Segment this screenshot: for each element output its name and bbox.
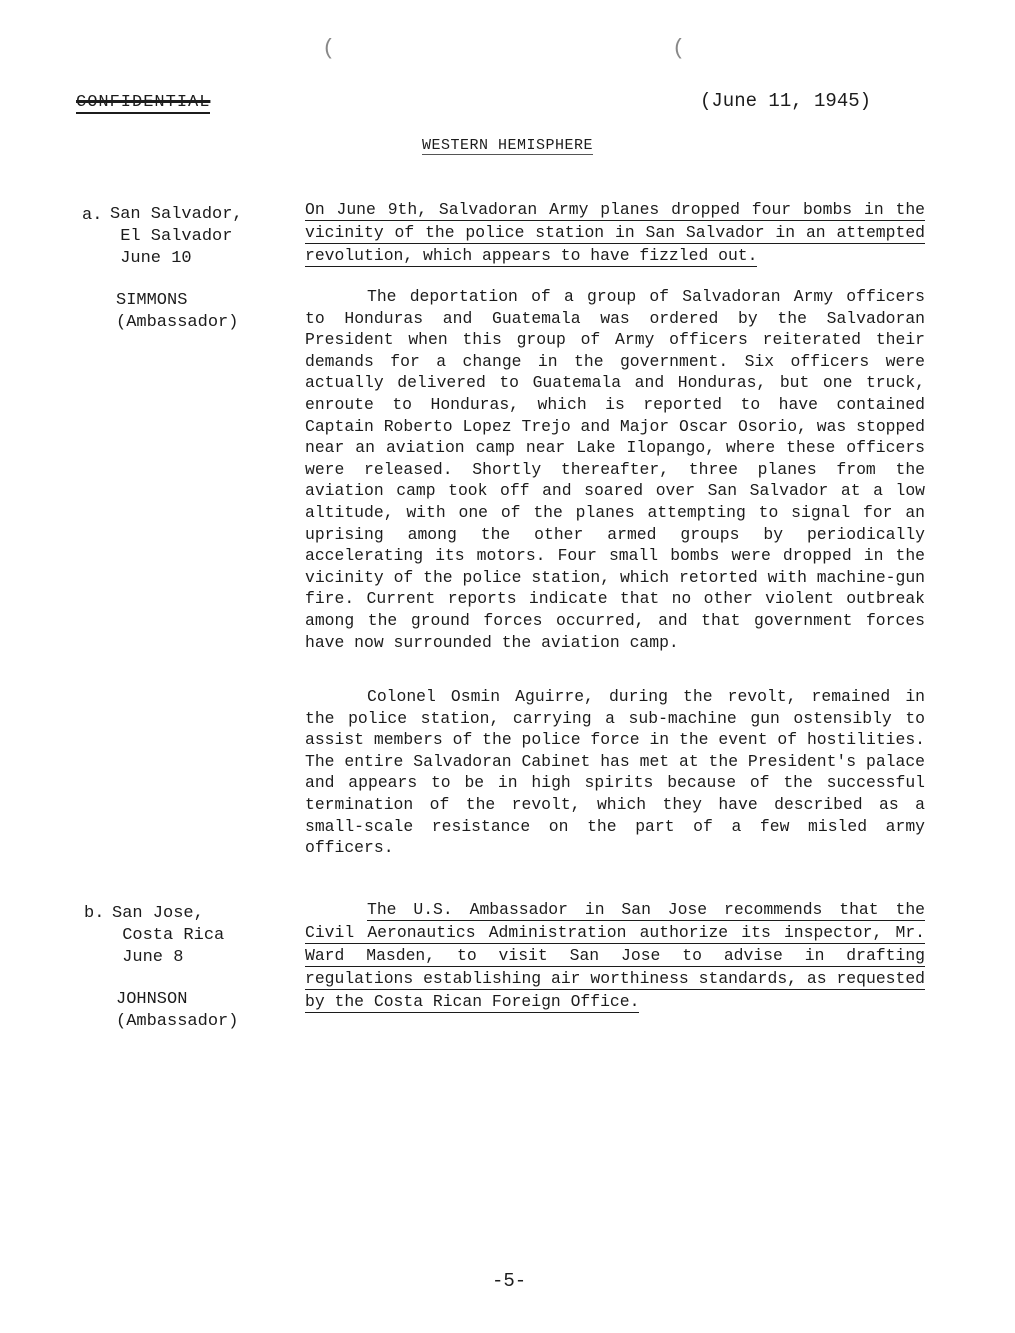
entry-paragraph: The deportation of a group of Salvadoran Army officers to Honduras and Guatemala was ordered by the Salvadoran President when this group of Army officers reiterated their demands for a change in the government. Six officers were actually delivered to Guatemala and Honduras, but one truck, enroute to Honduras, which is reported to have contained Captain Roberto Lopez Trejo and Major Oscar Osorio, was stopped near an aviation camp near Lake Ilopango, where these officers were released. Shortly thereafter, three planes from the aviation camp took off and soared over San Salvador at a low altitude, with one of the planes attempting to signal for an uprising among the other armed groups by periodically accelerating its motors. Four small bombs were dropped in the vicinity of the police station, which retorted with machine-gun fire. Current reports indicate that no other violent outbreak among the ground forces occurred, and that government forces have now surrounded the aviation camp. <box>305 287 925 652</box>
page-number: -5- <box>492 1270 527 1292</box>
section-title: WESTERN HEMISPHERE <box>422 137 594 154</box>
entry-source-person: JOHNSON (Ambassador) <box>116 990 239 1031</box>
entry-source-person: SIMMONS (Ambassador) <box>116 291 239 332</box>
document-date: (June 11, 1945) <box>700 90 872 112</box>
entry-source-place: San Salvador, El Salvador June 10 <box>110 205 243 268</box>
entry-letter: b. <box>84 904 105 923</box>
entry-paragraph: Colonel Osmin Aguirre, during the revolt, remained in the police station, carrying a sub-machine gun ostensibly to assist members of the police force in the event of hostilities. The entire Salvadoran Cabinet has met at the President's palace and appears to be in high spirits because of the successful termination of the revolt, which they have described as a small-scale resistance on the part of a few misled army officers. <box>305 687 925 858</box>
classification-stamp: CONFIDENTIAL <box>76 93 211 112</box>
margin-mark: ( <box>322 36 336 61</box>
entry-summary: The U.S. Ambassador in San Jose recommends that the Civil Aeronautics Administration authorize its inspector, Mr. Ward Masden, to visit San Jose to advise in drafting regulations establishing air worthiness standards, as requested by the Costa Rican Foreign Office. <box>305 900 925 1011</box>
margin-mark: ( <box>672 36 686 61</box>
entry-letter: a. <box>82 206 103 225</box>
entry-source-place: San Jose, Costa Rica June 8 <box>112 904 225 967</box>
entry-summary: On June 9th, Salvadoran Army planes dropped four bombs in the vicinity of the police station in San Salvador in an attempted revolution, which appears to have fizzled out. <box>305 200 925 265</box>
